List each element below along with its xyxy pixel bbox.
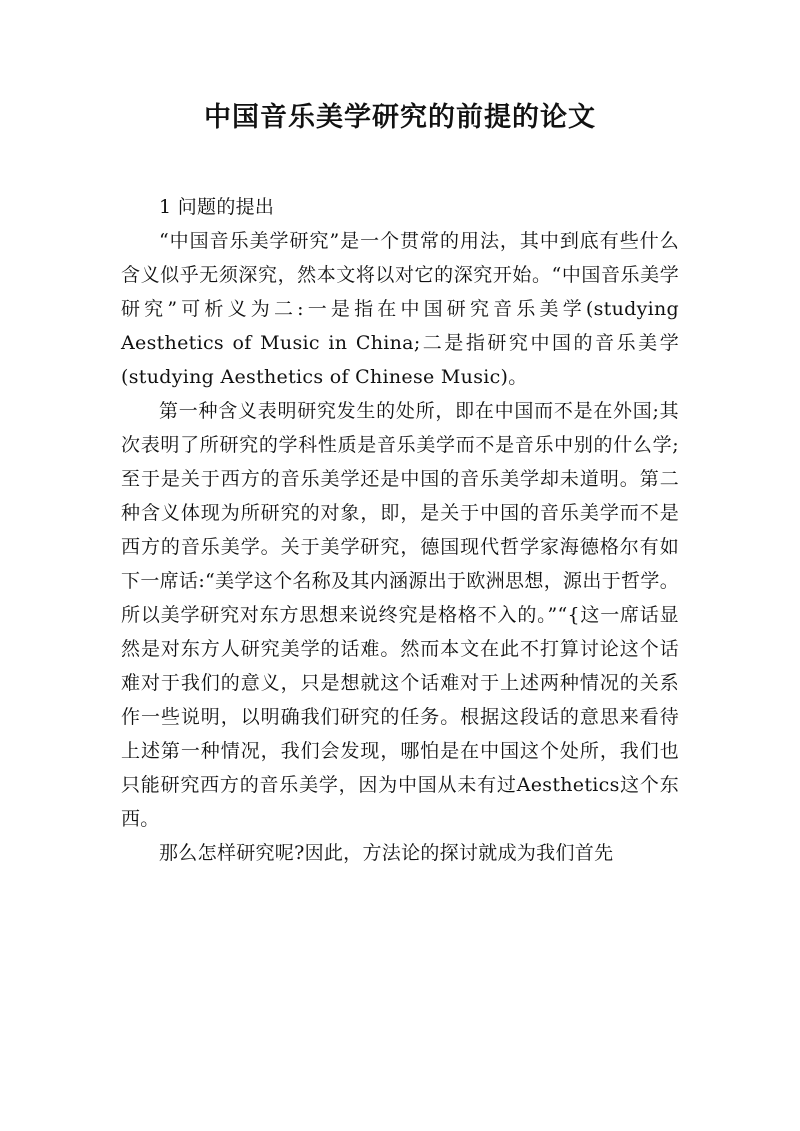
paragraph-1: “中国音乐美学研究”是一个贯常的用法，其中到底有些什么含义似乎无须深究，然本文将以对它的深究开始。“中国音乐美学研究”可析义为二:一是指在中国研究音乐美学(studying Aesthetics of Music in China;二是指研究中国的音乐美学(studying Aesthetics of Chinese Music)。 [121, 230, 679, 388]
document-body [121, 190, 679, 870]
document-title: 中国音乐美学研究的前提的论文 [204, 102, 596, 133]
paragraph-3: 那么怎样研究呢?因此，方法论的探讨就成为我们首先 [159, 842, 614, 864]
section-heading: 1 问题的提出 [159, 196, 275, 218]
paragraph-2: 第一种含义表明研究发生的处所，即在中国而不是在外国;其次表明了所研究的学科性质是音乐美学而不是音乐中别的什么学;至于是关于西方的音乐美学还是中国的音乐美学却未道明。第二种含义体现为所研究的对象，即，是关于中国的音乐美学而不是西方的音乐美学。关于美学研究，德国现代哲学家海德格尔有如下一席话:“美学这个名称及其内涵源出于欧洲思想，源出于哲学。所以美学研究对东方思想来说终究是格格不入的。”“{这一席话显然是对东方人研究美学的话难。然而本文在此不打算讨论这个话难对于我们的意义，只是想就这个话难对于上述两种情况的关系作一些说明，以明确我们研究的任务。根据这段话的意思来看待上述第一种情况，我们会发现，哪怕是在中国这个处所，我们也只能研究西方的音乐美学，因为中国从未有过Aesthetics这个东西。 [121, 400, 679, 830]
